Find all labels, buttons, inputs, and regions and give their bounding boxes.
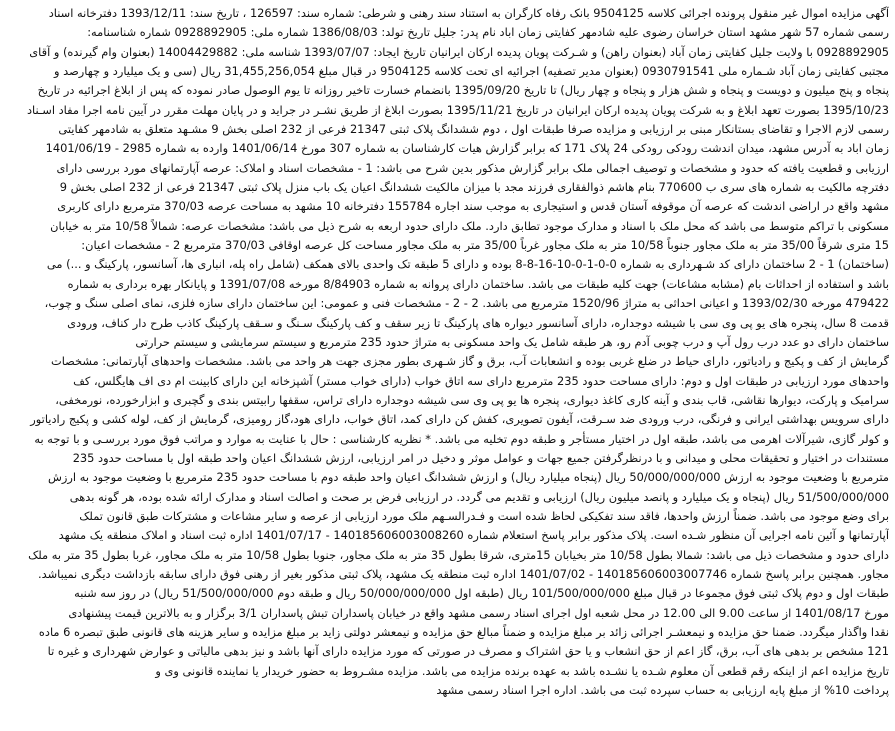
- notice-line: مجتبی کفایتی زمان آباد شـماره ملی 0930791541 (بعنوان مدیر تصفیه) اجرائیه ای تحت کلاسه 9504125 در قبال مبلغ 31,455,256,054 ریال (سی و یک میلیارد و چهارصد و: [53, 64, 889, 79]
- notice-line: رسمی شماره 57 شهر مشهد استان خراسان رضوی علیه شادمهر کفایتی زمان اباد نام پدر: جلیل تاریخ تولد: 1386/08/03 شماره ملی: 0928892905 شماره شناسنامه:: [87, 25, 889, 40]
- notice-line: نقدا واگذار میگردد. ضمنا حق مزایده و نیمعشـر اجرائی زائد بر مبلغ مزایده و ضمناً مبالغ حق مزایده و نیمعشر دولتی زاید بر مبلغ مزایده و سایر هزینه های قانونی طبق تبصره 6 ماده: [38, 625, 889, 639]
- notice-line: 479422 مورخه 1393/02/30 و اعیانی احداثی به متراژ 1520/96 مترمربع می باشد. 2 - 2 - مشخصات فنی و عمومی: این ساختمان دارای سازه فلزی، نمای اصلی سنگ و چوب،: [44, 296, 889, 311]
- notice-line: واحدهای مورد ارزیابی در طبقات اول و دوم: دارای مساحت حدود 235 مترمربع دارای سه اتاق خواب (دارای خواب مستر) آشپزخانه این دارای کابینت ام دی اف هایگلس، کف: [73, 373, 889, 388]
- notice-line: 15 متری شرقاً 35/00 متر به ملک مجاور جنوباً 10/58 متر به ملک مجاور غرباً 35/00 متر به ملک مجاور مساحت کل عرصه اوقافی 370/03 مترمربع 2 - مشخصات اعیان:: [81, 238, 889, 253]
- notice-line: پرداخت 10% از مبلغ پایه ارزیابی به حساب سپرده ثبت می باشد. اداره اجرا اسناد رسمی مشهد: [436, 683, 889, 698]
- notice-line: پنجاه و پنج میلیون و دویست و پنجاه و شش هزار و پنجاه و چهار ریال) تا تاریخ 1395/09/20 بانضمام خسارت تاخیر روزانه تا یوم الوصول صادر نموده که پس از ابلاغ اجرائیه در تاریخ: [37, 83, 889, 98]
- notice-line: قدمت 8 سال، پنجره های یو پی وی سی با شیشه دوجداره، دارای آسانسور دیواره های پارکینگ تا زیر سقف و کف پارکینگ سـنگ و سـقف پارکینگ کاذب طرح دار کناف، ورودی: [67, 315, 889, 330]
- notice-line: 51/500/000/000 ریال (پنجاه و یک میلیارد و پانصد میلیون ریال) ارزیابی و تقدیم می گردد. در ارزیابی فرض بر صحت و اصالت اسناد و مدارک ارائه شده بوده، هر گونه بدهی: [69, 489, 889, 504]
- notice-line: 1395/10/23 بصورت تعهد ابلاغ و به شرکت پویان پدیده ارکان ایرانیان در تاریخ 1395/11/21 بصورت ابلاغ از طریق نشـر در جراید و در پایان مهلت مقرر در آیین نامه اجرا مفاد اسـناد: [26, 102, 889, 117]
- notice-line: 0928892905 با ولایت جلیل کفایتی زمان آباد (بعنوان راهن) و شـرکت پویان پدیده ارکان ایرانیان تاریخ ایجاد: 1393/07/07 شناسه ملی: 14004429882 (بعنوان وام گیرنده) و آقای: [29, 44, 889, 59]
- notice-line: دارای سرویس بهداشتی ایرانی و فرنگی، درب ورودی ضد سـرقت، آیفون تصویری، کفش کن دارای کمد، اتاق خواب، دارای هود،گاز رومیزی، گرمایش از کف، لوله کشی و پکیج رادیاتور: [30, 412, 889, 427]
- notice-line: رسمی لازم الاجرا و تقاضای بستانکار مبنی بر ارزیابی و مزایده صرفا طبقات اول ، دوم ششدانگ پلاک ثبتی 21347 فرعی از 232 اصلی بخش 9 مشـهد متعلق به شادمهر کفایتی: [58, 122, 889, 137]
- notice-line: طبقات اول و دوم پلاک ثبتی فوق مجموعا در قبال مبلغ 101/500/000/000 ریال (طبقه اول 50/000/000/000 ریال و طبقه دوم 51/500/000/000 ریال) در روز سه شنبه: [74, 586, 889, 601]
- notice-line: [6, 700, 889, 719]
- notice-line: ارزیابی و قطعیت یافته که حدود و مشخصات و توصیف اجمالی ملک برابر گزارش مذکور بدین شرح می باشد: 1 - مشخصات اسناد و املاک: عرصه آپارتمانهای مورد بررسی دارای: [56, 160, 889, 175]
- notice-title-line: آگهی مزایده اموال غیر منقول پرونده اجرائی کلاسه 9504125 بانک رفاه کارگران به استناد سند رهنی و شرطی: شماره سند: 126597 ، تاریخ سند: 1393/12/11 دفترخانه اسناد: [48, 6, 889, 20]
- notice-line: و کولر گازی، شیرآلات اهرمی می باشد، طبقه اول در اختیار مستأجر و طبقه دوم تخلیه می باشد. * نظریه کارشناسی : حال با عنایت به موارد و مراتب فوق مورد بررسـی و با توجه به: [34, 431, 889, 446]
- notice-line: مجاور. همچنین برابر پاسخ شماره 140185606003007746 - 1401/07/02 اداره ثبت منطقه یک مشهد، پلاک ثبتی مذکور بغیر از رهنی فوق دارای سابقه بازداشت دیگری نمیباشد.: [37, 566, 889, 581]
- notice-line: مورخ 1401/08/17 از ساعت 9.00 الی 12.00 در محل شعبه اول اجرای اسناد رسمی مشهد واقع در خیابان پاسداران تبش پاسداران 3/1 برگزار و به بالاترین قیمت پیشنهادی: [68, 605, 889, 620]
- notice-line: گرمایش از کف و پکیج و رادیاتور، دارای حیاط در ضلع غربی بوده و انشعابات آب، برق و گاز شـهری بطور مجزی جهت هر واحد می باشد. مشخصات واحدهای آپارتمانی: مشخصات: [50, 354, 889, 369]
- notice-line: مستندات در اختیار و تحقیقات محلی و میدانی و با درنظرگرفتن جمیع جهات و عوامل موثر و دخیل در امر ارزیابی، ارزش ششدانگ اعیان واحد طبقه اول با مساحت حدود 235: [72, 450, 889, 465]
- notice-line: باشد و استفاده از احداثات بام (مشابه مشاعات) جهت کلیه طبقات می باشد. ساختمان دارای پروانه به شماره 8/84903 مورخه 1391/07/08 و پایانکار بهره برداری به شماره: [67, 276, 889, 291]
- notice-line: تاریخ مزایده اعم از اینکه رقم قطعی آن معلوم شـده یا نشـده باشد به عهده برنده مزایده می باشد. مزایده مشـروط به حضور خریدار یا نماینده قانونی وی و: [155, 663, 889, 678]
- notice-line: ساختمان دارای دو عدد درب رول آپ و درب چوبی آدم رو، هر طبقه شامل یک واحد مسکونی به متراژ حدود 235 مترمربع و سیستم سرمایشی و سیستم حرارتی: [135, 334, 889, 349]
- notice-line: (ساختمان) 1 - 2 ساختمان دارای کد شـهرداری به شماره 0-0-1-0-10-16-8-8 بوده و دارای 5 طبقه تک واحدی بالای همکف (شامل راه پله، انباری ها، آسانسور، پارکینگ و ...) می: [46, 257, 889, 272]
- notice-line: سرامیک و پارکت، دیوارها نقاشی، قاب بندی و آینه کاری کاغذ دیواری، پنجره ها یو پی وی سی شیشه دوجداره دارای تراس، سقفها رابیتس بندی و گچبری و ابزارخورده، نورمخفی،: [55, 392, 889, 407]
- notice-line: دفترچه مالکیت به شماره های سری ب 770600 بنام هاشم ذوالفقاری فرزند مجد با میزان مالکیت ششدانگ اعیان یک باب منزل پلاک ثبتی 21347 فرعی از 232 اصلی بخش 9: [59, 180, 889, 195]
- notice-line: برای وضع موجود می باشد. ضمناً ارزش واحدها، فاقد سند تفکیکی لحاظ شده است و فـدرالسـهم ملک مورد ارزیابی از عرصه و سایر مشاعات و مشترکات طبق قانون تملک: [79, 508, 889, 523]
- auction-notice-text: [6, 4, 889, 720]
- notice-line: زمان اباد به آدرس مشهد، میدان اندشت رودکی رودکی 24 پلاک 171 که برابر گزارش هیات کارشناسان به شماره 307 مورخ 1401/06/14 وارده به شماره 2985 - 1401/06/19: [45, 141, 889, 156]
- notice-line: مشهد واقع در اراضی اندشت که عرصه آن موقوفه آستان قدس و استیجاری به موجب سند اجاره 155784 دفترخانه 10 مشهد به مساحت عرصه 370/03 مترمربع دارای کاربری: [57, 199, 889, 214]
- notice-line: دارای حدود و مشخصات ذیل می باشد: شمالا بطول 10/58 متر بخیابان 15متری، شرقا بطول 35 متر به ملک مجاور، جنوبا بطول 10/58 متر به ملک مجاور، غربا بطول 35 متر به ملک: [28, 547, 889, 562]
- notice-line: مسکونی با تراکم متوسط می باشد که محل ملک با اسناد و مدارک موجود تطابق دارد. ملک دارای حدود اربعه به شرح ذیل می باشد: مشخصات عرصه: شمالاً 10/58 متر به خیابان: [50, 218, 889, 233]
- notice-line: مترمربع با وضعیت موجود به ارزش 50/000/000/000 ریال (پنجاه میلیارد ریال) و ارزش ششدانگ اعیان واحد طبقه دوم با مساحت حدود 235 مترمربع با وضعیت موجود به ارزش: [48, 470, 889, 485]
- notice-line: آپارتمانها و آئین نامه اجرایی آن منظور شـده است. پلاک مذکور برابر پاسخ استعلام شماره 140185606003008260 - 1401/07/17 اداره ثبت اسناد و املاک منطقه یک مشهد: [58, 528, 889, 543]
- notice-line: 121 مشخص بر بدهی های آب، برق، گاز اعم از حق انشعاب و یا حق اشتراک و مصرف در صورتی که مورد مزایده دارای آنها باشد و نیز بدهی مالیاتی و عوارض شهرداری و غیره تا: [47, 644, 889, 659]
